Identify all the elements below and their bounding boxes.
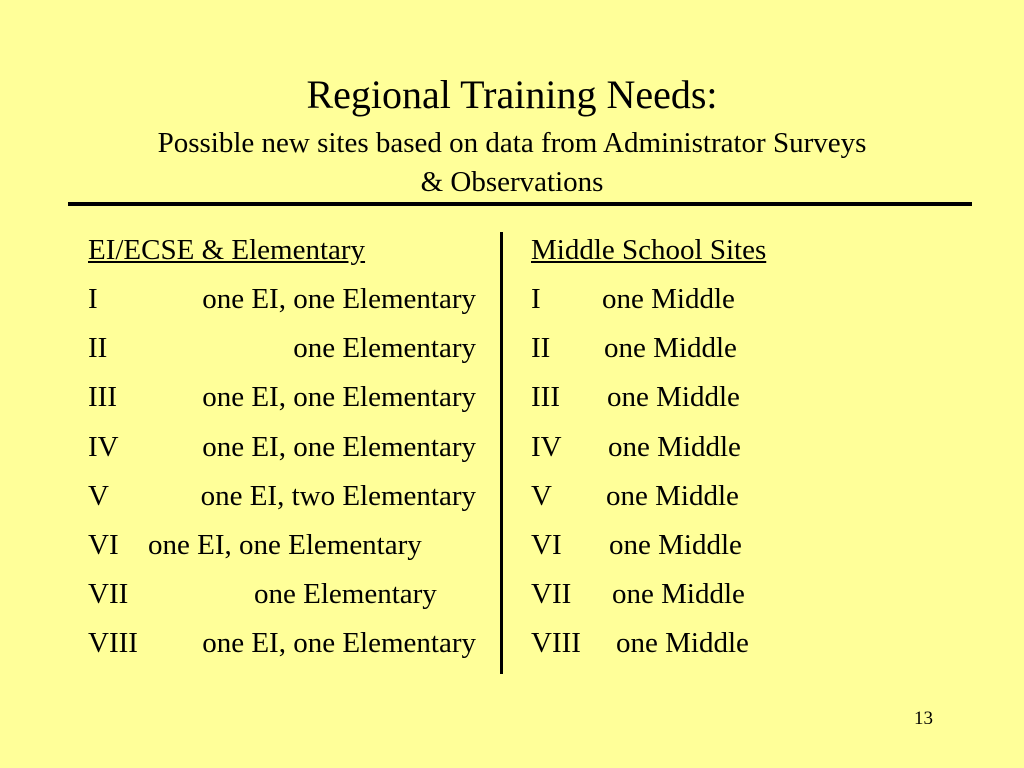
- middle-row: [531, 525, 931, 574]
- site-text: one Middle: [608, 430, 741, 463]
- middle-row: [531, 377, 931, 426]
- site-text: one Middle: [604, 332, 737, 365]
- region-label: III: [88, 381, 117, 414]
- region-label: VI: [88, 528, 119, 561]
- middle-row: [531, 574, 931, 623]
- site-text: one Middle: [607, 381, 740, 414]
- elementary-row: [88, 279, 488, 328]
- site-text: one EI, two Elementary: [200, 479, 476, 512]
- middle-row: [531, 623, 931, 672]
- site-text: one Elementary: [293, 332, 476, 365]
- region-label: VIII: [88, 627, 138, 660]
- region-label: VI: [531, 528, 562, 561]
- subtitle-line-1: Possible new sites based on data from Administrator Surveys: [157, 127, 867, 159]
- elementary-row: [88, 328, 488, 377]
- elementary-heading: EI/ECSE & Elementary: [88, 234, 366, 266]
- middle-school-column: [531, 230, 931, 673]
- elementary-row: [88, 377, 488, 426]
- elementary-row: [88, 574, 488, 623]
- slide-subtitle: [60, 124, 964, 202]
- region-label: V: [531, 479, 552, 512]
- site-text: one EI, one Elementary: [202, 430, 476, 463]
- middle-row: [531, 427, 931, 476]
- middle-row: [531, 476, 931, 525]
- site-text: one EI, one Elementary: [202, 381, 476, 414]
- middle-row: [531, 279, 931, 328]
- region-label: II: [531, 332, 551, 365]
- site-text: one Middle: [609, 528, 742, 561]
- region-label: III: [531, 381, 560, 414]
- site-text: one Middle: [612, 578, 745, 611]
- middle-school-heading: Middle School Sites: [531, 234, 767, 266]
- elementary-row: [88, 427, 488, 476]
- region-label: VII: [531, 578, 572, 611]
- region-label: II: [88, 332, 108, 365]
- site-text: one Elementary: [254, 578, 437, 611]
- site-text: one Middle: [602, 283, 735, 315]
- region-label: VII: [88, 578, 129, 611]
- region-label: I: [88, 283, 98, 315]
- page-number: 13: [914, 708, 933, 729]
- title-rule: [68, 202, 972, 206]
- site-text: one Middle: [616, 627, 749, 660]
- column-divider: [500, 232, 503, 674]
- site-text: one EI, one Elementary: [202, 283, 476, 315]
- region-label: I: [531, 283, 541, 315]
- region-label: V: [88, 479, 109, 512]
- site-text: one EI, one Elementary: [148, 528, 422, 561]
- region-label: VIII: [531, 627, 581, 660]
- middle-row: [531, 328, 931, 377]
- slide-title: Regional Training Needs:: [306, 72, 718, 117]
- site-text: one EI, one Elementary: [202, 627, 476, 660]
- elementary-column: [88, 230, 488, 673]
- elementary-row: [88, 525, 488, 574]
- site-text: one Middle: [606, 479, 739, 512]
- elementary-row: [88, 476, 488, 525]
- region-label: IV: [531, 430, 562, 463]
- region-label: IV: [88, 430, 119, 463]
- subtitle-line-2: & Observations: [420, 166, 604, 198]
- elementary-row: [88, 623, 488, 672]
